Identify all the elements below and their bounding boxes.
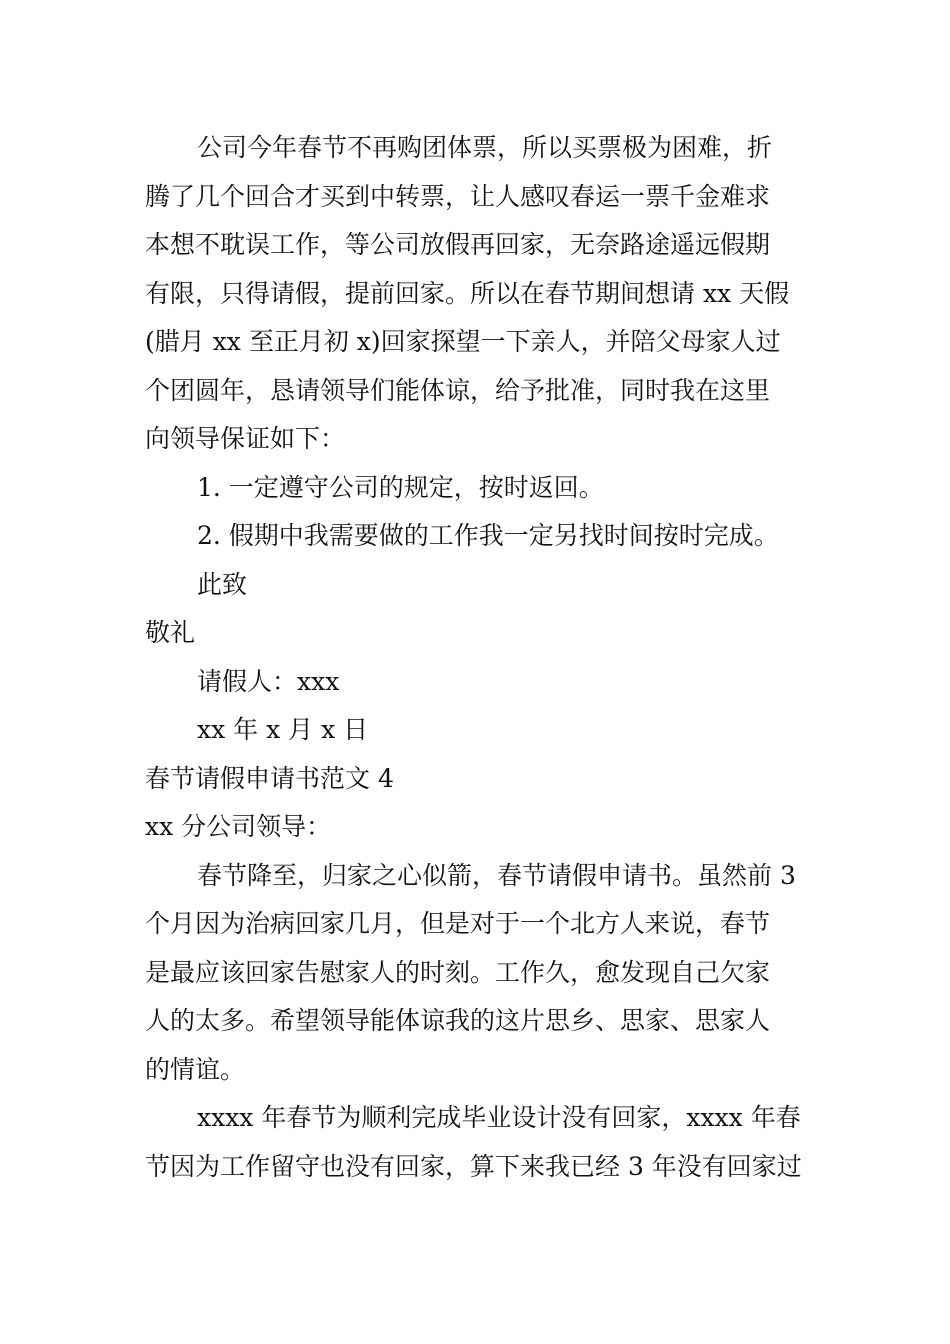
- paragraph-line: 有限，只得请假，提前回家。所以在春节期间想请 xx 天假: [145, 278, 790, 308]
- letter-recipient: xx 分公司领导：: [145, 812, 332, 841]
- paragraph-line: 的情谊。: [145, 1054, 246, 1084]
- date-line: xx 年 x 月 x 日: [197, 715, 369, 744]
- paragraph-line: xxxx 年春节为顺利完成毕业设计没有回家，xxxx 年春: [197, 1103, 801, 1132]
- document-body: [145, 124, 807, 1191]
- closing-regards: 敬礼: [145, 618, 196, 647]
- paragraph-line: 本想不耽误工作，等公司放假再回家，无奈路途遥远假期: [145, 230, 771, 259]
- closing-salutation: 此致: [197, 569, 248, 599]
- paragraph-line: 个月因为治病回家几月，但是对于一个北方人来说，春节: [145, 909, 771, 938]
- paragraph-line: 人的太多。希望领导能体谅我的这片思乡、思家、思家人: [145, 1006, 771, 1035]
- paragraph-line: 公司今年春节不再购团体票，所以买票极为困难，折: [197, 133, 773, 162]
- applicant-name: 请假人：xxx: [197, 666, 340, 696]
- paragraph-line: 向领导保证如下：: [145, 424, 346, 453]
- list-item: 1. 一定遵守公司的规定，按时返回。: [197, 472, 604, 502]
- paragraph-line: 个团圆年，恳请领导们能体谅，给予批准，同时我在这里: [145, 375, 771, 405]
- paragraph-line: 节因为工作留守也没有回家，算下来我已经 3 年没有回家过: [145, 1151, 802, 1181]
- paragraph-line: 是最应该回家告慰家人的时刻。工作久，愈发现自己欠家: [145, 957, 771, 987]
- section-title: 春节请假申请书范文 4: [145, 763, 394, 793]
- paragraph-line: 春节降至，归家之心似箭，春节请假申请书。虽然前 3: [197, 860, 796, 890]
- list-item: 2. 假期中我需要做的工作我一定另找时间按时完成。: [197, 521, 779, 550]
- paragraph-line: 腾了几个回合才买到中转票，让人感叹春运一票千金难求: [145, 181, 771, 211]
- paragraph-line: (腊月 xx 至正月初 x)回家探望一下亲人，并陪父母家人过: [145, 327, 781, 356]
